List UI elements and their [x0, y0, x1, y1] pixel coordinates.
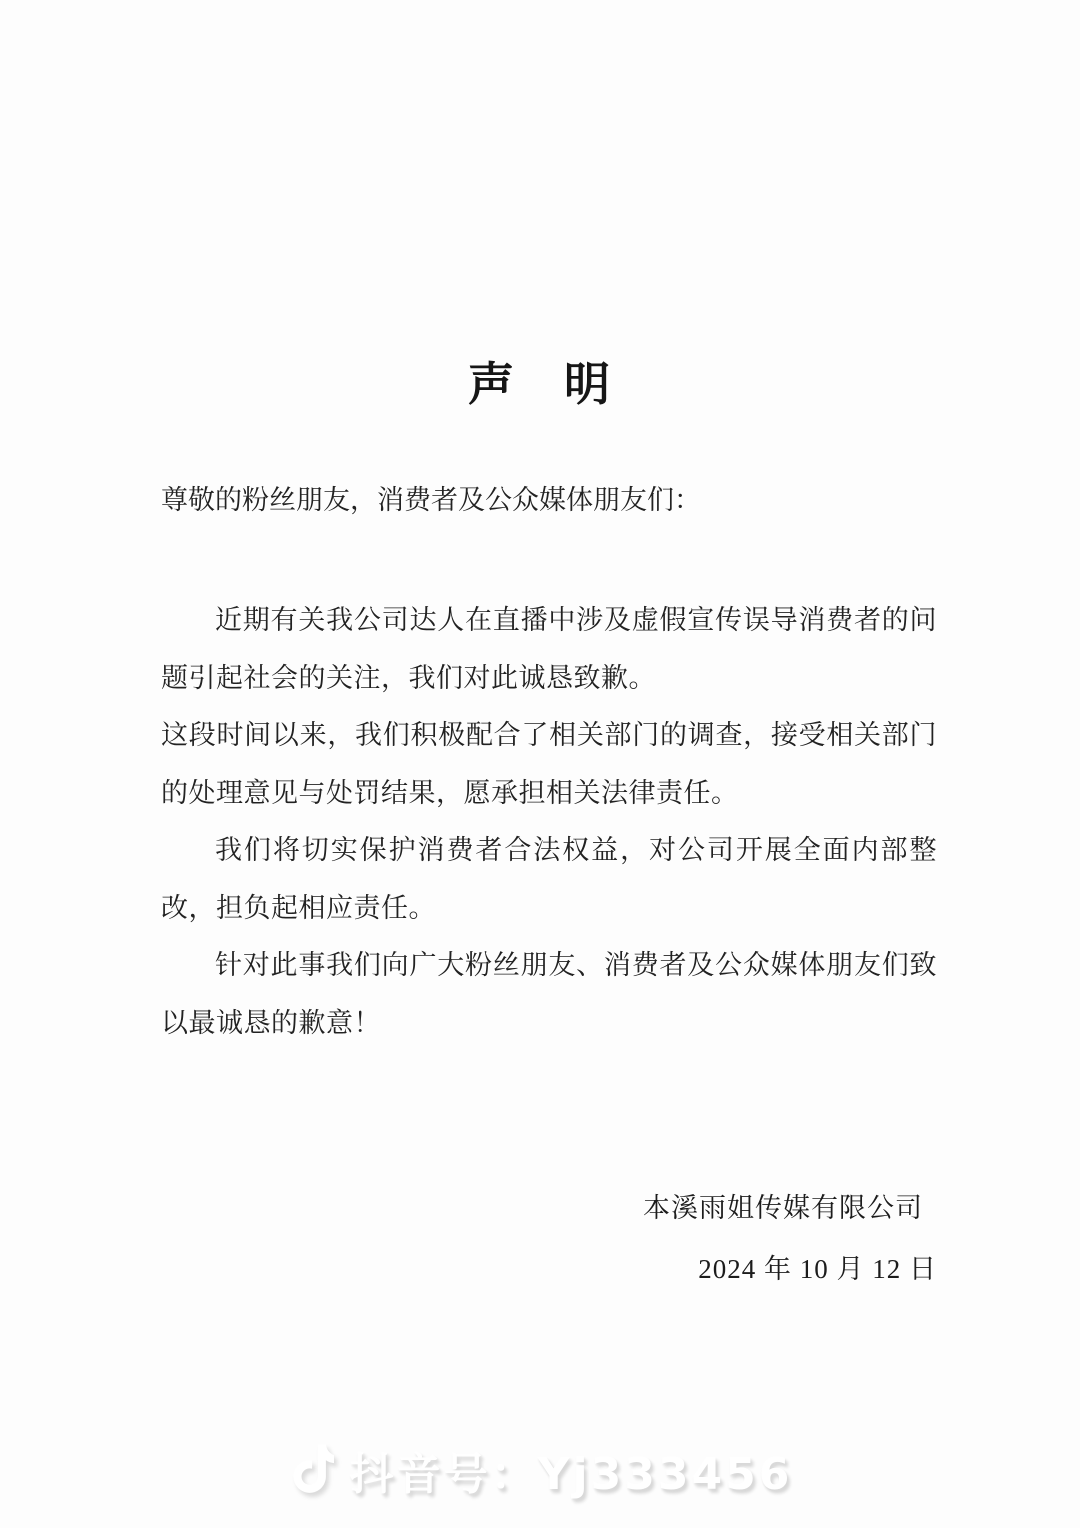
douyin-note-icon — [288, 1442, 334, 1498]
statement-body — [161, 592, 937, 1052]
statement-paragraph: 针对此事我们向广大粉丝朋友、消费者及公众媒体朋友们致以最诚恳的歉意！ — [161, 950, 937, 1038]
company-signature: 本溪雨姐传媒有限公司 — [643, 1193, 923, 1223]
douyin-watermark — [0, 1438, 1080, 1502]
douyin-account-label: 抖音号：Yj333456 — [349, 1449, 793, 1500]
statement-paragraph: 这段时间以来，我们积极配合了相关部门的调查，接受相关部门的处理意见与处罚结果，愿承担相关法律责任。 — [161, 720, 937, 808]
statement-paragraph: 我们将切实保护消费者合法权益，对公司开展全面内部整改，担负起相应责任。 — [161, 835, 937, 923]
statement-paragraph: 近期有关我公司达人在直播中涉及虚假宣传误导消费者的问题引起社会的关注，我们对此诚恳致歉。 — [161, 605, 937, 693]
statement-date: 2024 年 10 月 12 日 — [698, 1254, 937, 1284]
page-title: 声 明 — [468, 359, 612, 410]
salutation-line: 尊敬的粉丝朋友，消费者及公众媒体朋友们： — [161, 485, 701, 515]
